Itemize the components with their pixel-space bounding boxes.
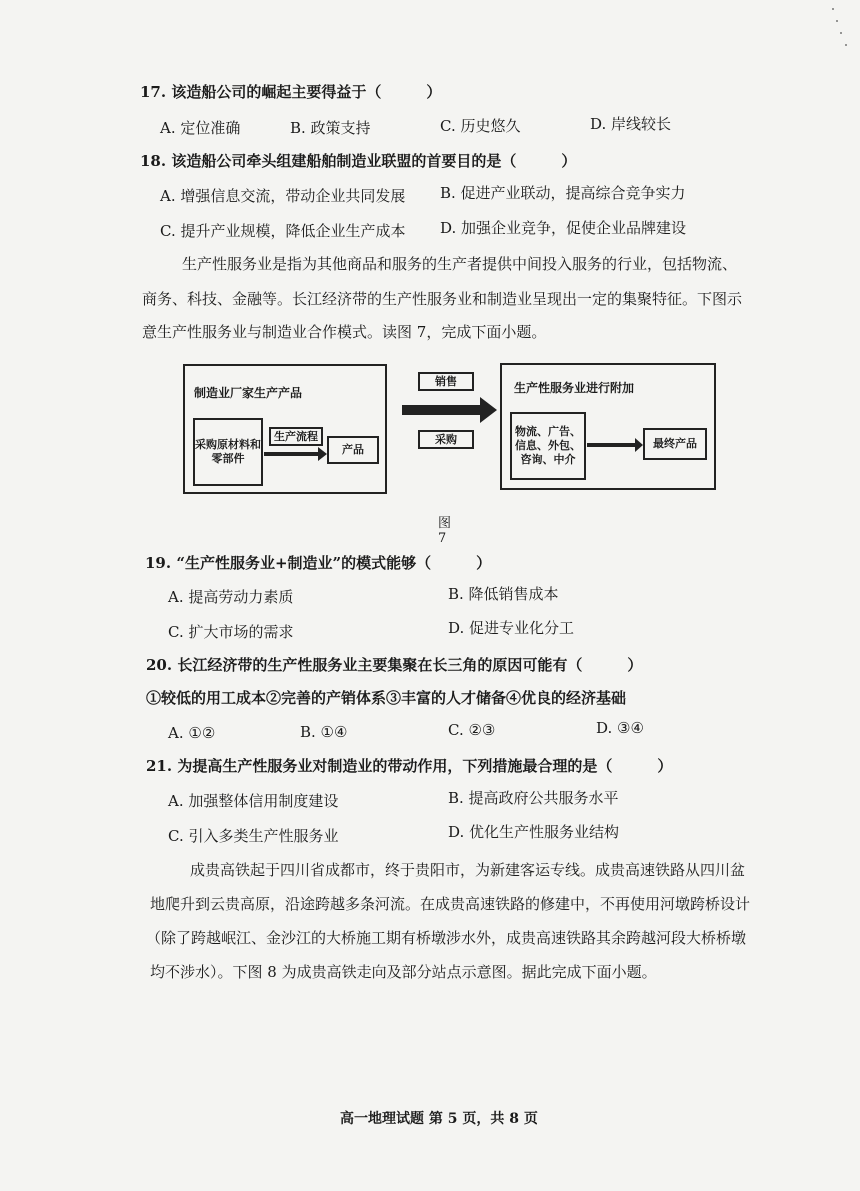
intro2-line-3: （除了跨越岷江、金沙江的大桥施工期有桥墩涉水外，成贵高速铁路其余跨越河段大桥桥墩 bbox=[146, 929, 747, 947]
q20-option-a: A. ①② bbox=[168, 724, 216, 742]
q20-option-b: B. ①④ bbox=[300, 723, 348, 741]
scan-speck bbox=[845, 44, 847, 46]
q18-stem: 18. 该造船公司牵头组建船舶制造业联盟的首要目的是（ ） bbox=[140, 152, 577, 170]
materials-box: 采购原材料和零部件 bbox=[193, 418, 263, 486]
final-product-box: 最终产品 bbox=[643, 428, 707, 460]
q20-stem: 20. 长江经济带的生产性服务业主要集聚在长三角的原因可能有（ ） bbox=[146, 656, 643, 674]
figure-7-arrows bbox=[0, 0, 860, 520]
q18-option-b: B. 促进产业联动，提高综合竞争实力 bbox=[440, 184, 686, 202]
q19-option-d: D. 促进专业化分工 bbox=[448, 619, 575, 637]
service-title: 生产性服务业进行附加 bbox=[514, 381, 635, 395]
q19-option-a: A. 提高劳动力素质 bbox=[168, 588, 294, 606]
q17-option-a: A. 定位准确 bbox=[160, 119, 241, 137]
process-label: 生产流程 bbox=[269, 427, 323, 446]
scan-speck bbox=[840, 32, 842, 34]
figure-7-caption: 图 7 bbox=[438, 516, 452, 546]
q17-stem: 17. 该造船公司的崛起主要得益于（ ） bbox=[140, 83, 442, 101]
q18-option-d: D. 加强企业竞争，促使企业品牌建设 bbox=[440, 219, 687, 237]
q18-option-a: A. 增强信息交流，带动企业共同发展 bbox=[160, 187, 406, 205]
intro2-line-1: 成贵高铁起于四川省成都市，终于贵阳市，为新建客运专线。成贵高速铁路从四川盆 bbox=[190, 861, 746, 879]
q20-option-c: C. ②③ bbox=[448, 721, 496, 739]
services-list-box: 物流、广告、信息、外包、咨询、中介 bbox=[510, 412, 586, 480]
scan-speck bbox=[836, 20, 838, 22]
q19-option-b: B. 降低销售成本 bbox=[448, 585, 559, 603]
q19-stem: 19. “生产性服务业+制造业”的模式能够（ ） bbox=[145, 554, 492, 572]
scan-speck bbox=[832, 8, 834, 10]
page-footer: 高一地理试题 第 5 页，共 8 页 bbox=[340, 1111, 538, 1127]
q21-option-a: A. 加强整体信用制度建设 bbox=[168, 792, 339, 810]
intro1-line-3: 意生产性服务业与制造业合作模式。读图 7，完成下面小题。 bbox=[142, 323, 547, 341]
q17-option-c: C. 历史悠久 bbox=[440, 117, 521, 135]
main-flow-arrow bbox=[402, 397, 497, 423]
q21-option-d: D. 优化生产性服务业结构 bbox=[448, 823, 620, 841]
q20-items: ①较低的用工成本②完善的产销体系③丰富的人才储备④优良的经济基础 bbox=[146, 689, 627, 707]
intro1-line-1: 生产性服务业是指为其他商品和服务的生产者提供中间投入服务的行业，包括物流、 bbox=[182, 255, 738, 273]
manufacturer-title: 制造业厂家生产产品 bbox=[194, 386, 303, 400]
q18-option-c: C. 提升产业规模，降低企业生产成本 bbox=[160, 222, 406, 240]
intro2-line-4: 均不涉水）。下图 8 为成贵高铁走向及部分站点示意图。据此完成下面小题。 bbox=[150, 963, 657, 981]
q17-option-d: D. 岸线较长 bbox=[590, 115, 672, 133]
q17-option-b: B. 政策支持 bbox=[290, 119, 371, 137]
buy-label: 采购 bbox=[418, 430, 474, 449]
final-arrow bbox=[587, 438, 643, 452]
q19-option-c: C. 扩大市场的需求 bbox=[168, 623, 294, 641]
intro1-line-2: 商务、科技、金融等。长江经济带的生产性服务业和制造业呈现出一定的集聚特征。下图示 bbox=[142, 290, 743, 308]
intro2-line-2: 地爬升到云贵高原，沿途跨越多条河流。在成贵高速铁路的修建中，不再使用河墩跨桥设计 bbox=[150, 895, 751, 913]
process-arrow bbox=[264, 447, 327, 461]
q21-option-c: C. 引入多类生产性服务业 bbox=[168, 827, 339, 845]
product-box: 产品 bbox=[327, 436, 379, 464]
sell-label: 销售 bbox=[418, 372, 474, 391]
q21-option-b: B. 提高政府公共服务水平 bbox=[448, 789, 619, 807]
q21-stem: 21. 为提高生产性服务业对制造业的带动作用，下列措施最合理的是（ ） bbox=[146, 757, 673, 775]
q20-option-d: D. ③④ bbox=[596, 719, 644, 737]
